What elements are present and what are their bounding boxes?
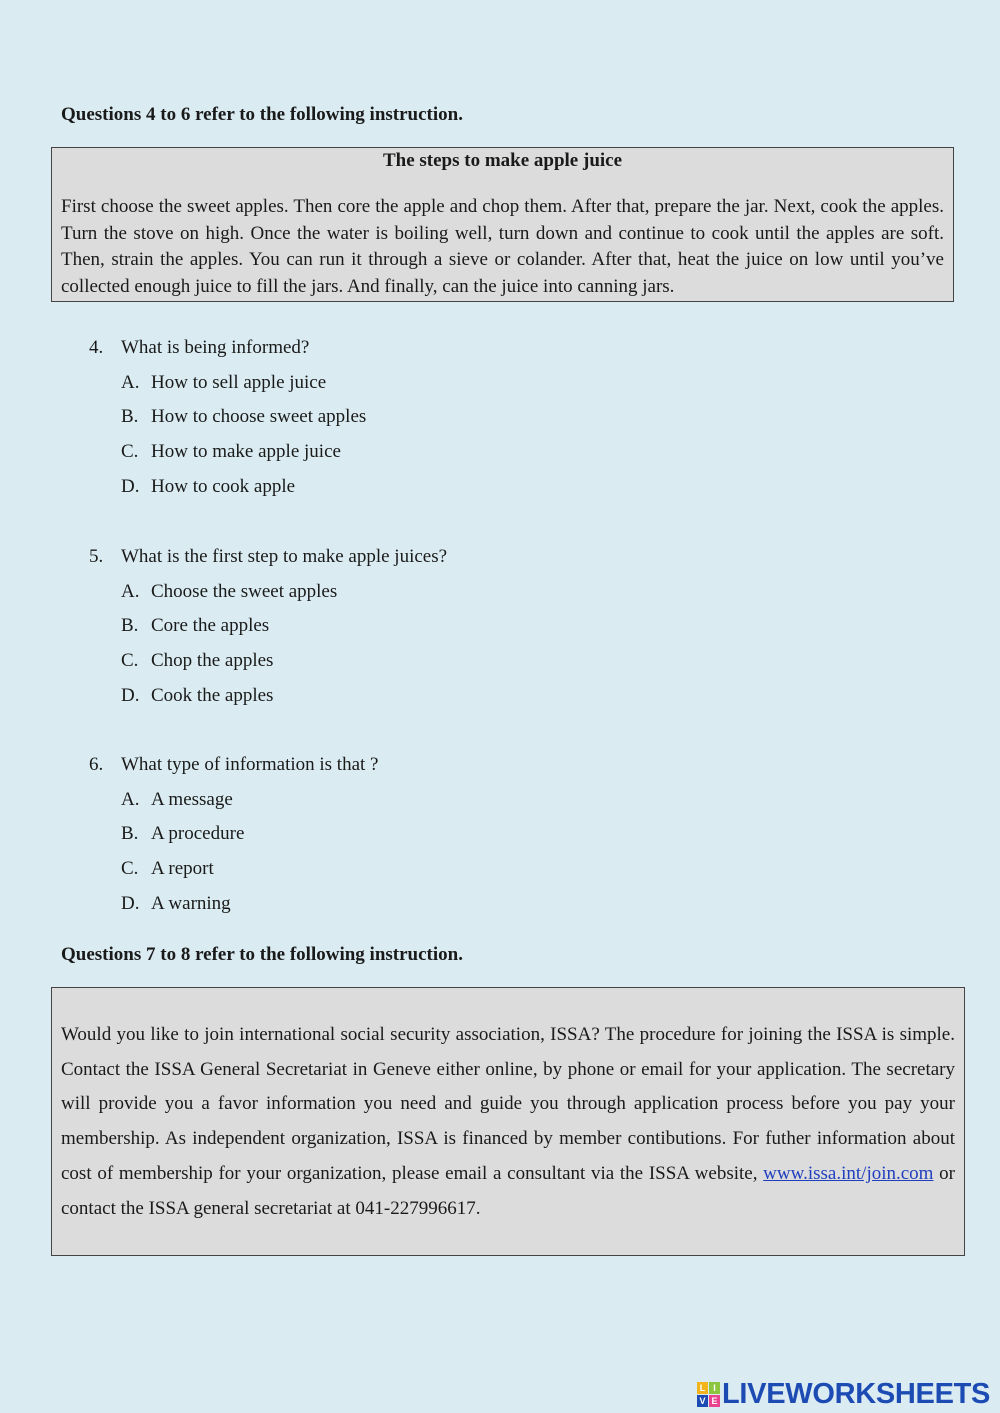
option-letter: C. — [121, 441, 139, 463]
logo-mark-letter: E — [709, 1395, 720, 1407]
option-text: How to sell apple juice — [151, 371, 327, 393]
option-letter: D. — [121, 475, 140, 497]
option-text: Cook the apples — [151, 684, 274, 706]
option-a[interactable] — [89, 366, 366, 401]
option-text: How to choose sweet apples — [151, 406, 367, 428]
passage-box-apple-juice — [51, 147, 954, 302]
option-letter: D. — [121, 892, 140, 914]
option-b[interactable] — [89, 817, 378, 852]
option-a[interactable] — [89, 575, 447, 610]
question-text: What is the first step to make apple juices? — [121, 546, 448, 567]
option-c[interactable] — [89, 644, 447, 679]
question-number: 6. — [89, 754, 104, 775]
issa-website-link[interactable]: www.issa.int/join.com — [763, 1162, 934, 1184]
option-d[interactable] — [89, 679, 447, 714]
question-text: What is being informed? — [121, 337, 310, 358]
question-5 — [89, 540, 447, 713]
logo-mark-letter: L — [697, 1382, 708, 1394]
logo-mark-letter: V — [697, 1395, 708, 1407]
option-letter: A. — [121, 580, 140, 602]
passage-text: First choose the sweet apples. Then core the apple and chop them. After that, prepare the jar. Next, cook the apples. Turn the stove on high. Once the water is boiling well, turn down and continue to cook until the apples are soft. Then, strain the apples. You can run it through a sieve or colander. After that, heat the juice on low until you’ve collected enough juice to fill the jars. And finally, can the juice into canning jars. — [61, 196, 944, 297]
option-text: A report — [151, 858, 214, 880]
option-text: Choose the sweet apples — [151, 580, 338, 602]
option-letter: B. — [121, 615, 139, 637]
option-a[interactable] — [89, 783, 378, 818]
option-c[interactable] — [89, 852, 378, 887]
option-d[interactable] — [89, 470, 366, 505]
option-text: A warning — [151, 892, 231, 914]
question-text: What type of information is that ? — [121, 754, 379, 775]
option-c[interactable] — [89, 435, 366, 470]
option-b[interactable] — [89, 400, 366, 435]
question-6 — [89, 748, 378, 921]
option-letter: B. — [121, 823, 139, 845]
option-text: Chop the apples — [151, 650, 274, 672]
passage-text-before-link: Would you like to join international social security association, ISSA? The procedure for joining the ISSA is simple. Contact the ISSA General Secretariat in Geneve either online, by phone or email for your application. The secretary will provide you a favor information you need and guide you through application process before you pay your membership. As independent organization, ISSA is financed by member contibutions. For futher information about cost of membership for your organization, please email a consultant via the ISSA website, — [61, 1024, 955, 1184]
option-text: Core the apples — [151, 615, 270, 637]
passage-text-after-link: or contact the ISSA general secretariat at 041-227996617. — [61, 1162, 956, 1219]
passage-title: The steps to make apple juice — [382, 150, 623, 171]
passage-text — [61, 1018, 955, 1226]
option-letter: C. — [121, 650, 139, 672]
option-text: How to make apple juice — [151, 441, 341, 463]
liveworksheets-logo-text: LIVEWORKSHEETS — [722, 1377, 991, 1410]
option-letter: D. — [121, 684, 140, 706]
option-letter: B. — [121, 406, 139, 428]
option-text: How to cook apple — [151, 475, 296, 497]
option-d[interactable] — [89, 887, 378, 922]
liveworksheets-logo — [697, 1376, 990, 1412]
passage-box-issa — [51, 987, 965, 1256]
question-number: 4. — [89, 337, 104, 358]
option-letter: A. — [121, 788, 140, 810]
option-letter: A. — [121, 371, 140, 393]
option-text: A procedure — [151, 823, 245, 845]
option-b[interactable] — [89, 609, 447, 644]
section-heading-questions-4-6: Questions 4 to 6 refer to the following instruction. — [61, 104, 463, 125]
liveworksheets-logo-icon — [697, 1382, 719, 1406]
section-heading-questions-7-8: Questions 7 to 8 refer to the following instruction. — [61, 944, 463, 965]
option-letter: C. — [121, 858, 139, 880]
option-text: A message — [151, 788, 233, 810]
question-number: 5. — [89, 546, 104, 567]
logo-mark-letter: I — [709, 1382, 720, 1394]
question-4 — [89, 331, 366, 504]
